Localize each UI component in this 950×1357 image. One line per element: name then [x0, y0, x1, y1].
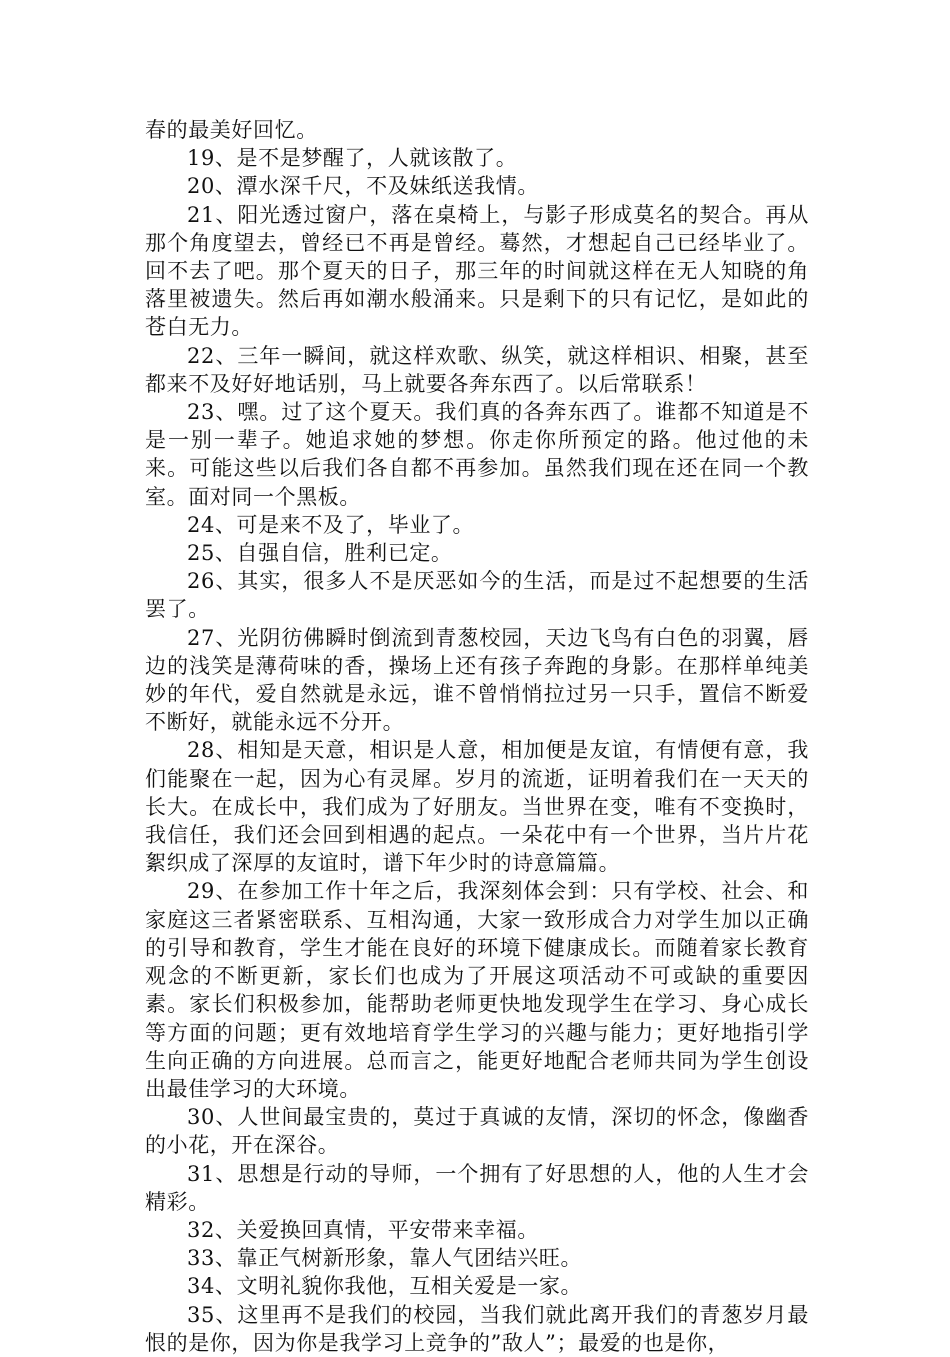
- paragraph-25: 25、自强自信，胜利已定。: [187, 541, 453, 566]
- paragraph-29: 29、在参加工作十年之后，我深刻体会到：只有学校、社会、和家庭这三者紧密联系、互相沟通，大家一致形成合力对学生加以正确的引导和教育，学生才能在良好的环境下健康成长。而随着家长教育观念的不断更新，家长们也成为了开展这项活动不可或缺的重要因素。家长们积极参加，能帮助老师更快地发现学生在学习、身心成长等方面的问题；更有效地培育学生学习的兴趣与能力；更好地指引学生向正确的方向进展。总而言之，能更好地配合老师共同为学生创设出最佳学习的大环境。: [145, 879, 809, 1101]
- paragraph-34: 34、文明礼貌你我他，互相关爱是一家。: [187, 1274, 583, 1299]
- paragraph-19: 19、是不是梦醒了，人就该散了。: [187, 146, 518, 171]
- paragraph-27: 27、光阴彷佛瞬时倒流到青葱校园，天边飞鸟有白色的羽翼，唇边的浅笑是薄荷味的香，操场上还有孩子奔跑的身影。在那样单纯美妙的年代，爱自然就是永远，谁不曾悄悄拉过另一只手，置信不断爱不断好，就能永远不分开。: [145, 625, 809, 735]
- paragraph-28: 28、相知是天意，相识是人意，相加便是友谊，有情便有意，我们能聚在一起，因为心有灵犀。岁月的流逝，证明着我们在一天天的长大。在成长中，我们成为了好朋友。当世界在变，唯有不变换时，我信任，我们还会回到相遇的起点。一朵花中有一个世界，当片片花絮织成了深厚的友谊时，谱下年少时的诗意篇篇。: [145, 738, 809, 876]
- paragraph-32: 32、关爱换回真情，平安带来幸福。: [187, 1217, 539, 1242]
- paragraph-24: 24、可是来不及了，毕业了。: [187, 512, 475, 537]
- paragraph-26: 26、其实，很多人不是厌恶如今的生活，而是过不起想要的生活罢了。: [145, 569, 809, 622]
- document-body: [145, 116, 809, 1357]
- paragraph-31: 31、思想是行动的导师，一个拥有了好思想的人，他的人生才会精彩。: [145, 1161, 809, 1214]
- paragraph-23: 23、嘿。过了这个夏天。我们真的各奔东西了。谁都不知道是不是一别一辈子。她追求她的梦想。你走你所预定的路。他过他的未来。可能这些以后我们各自都不再参加。虽然我们现在还在同一个教室。面对同一个黑板。: [145, 400, 809, 509]
- paragraph-22: 22、三年一瞬间，就这样欢歌、纵笑，就这样相识、相聚，甚至都来不及好好地话别，马上就要各奔东西了。以后常联系！: [145, 343, 809, 396]
- paragraph-20: 20、潭水深千尺，不及妹纸送我情。: [187, 174, 539, 199]
- paragraph-30: 30、人世间最宝贵的，莫过于真诚的友情，深切的怀念，像幽香的小花，开在深谷。: [145, 1105, 809, 1158]
- paragraph-21: 21、阳光透过窗户，落在桌椅上，与影子形成莫名的契合。再从那个角度望去，曾经已不再是曾经。蓦然，才想起自己已经毕业了。回不去了吧。那个夏天的日子，那三年的时间就这样在无人知晓的角落里被遗失。然后再如潮水般涌来。只是剩下的只有记忆，是如此的苍白无力。: [145, 202, 809, 340]
- paragraph-35: 35、这里再不是我们的校园，当我们就此离开我们的青葱岁月最恨的是你，因为你是我学习上竞争的”敌人”；最爱的也是你，: [145, 1302, 809, 1355]
- paragraph-33: 33、靠正气树新形象，靠人气团结兴旺。: [187, 1246, 583, 1271]
- paragraph-continuation: 春的最美好回忆。: [145, 118, 318, 142]
